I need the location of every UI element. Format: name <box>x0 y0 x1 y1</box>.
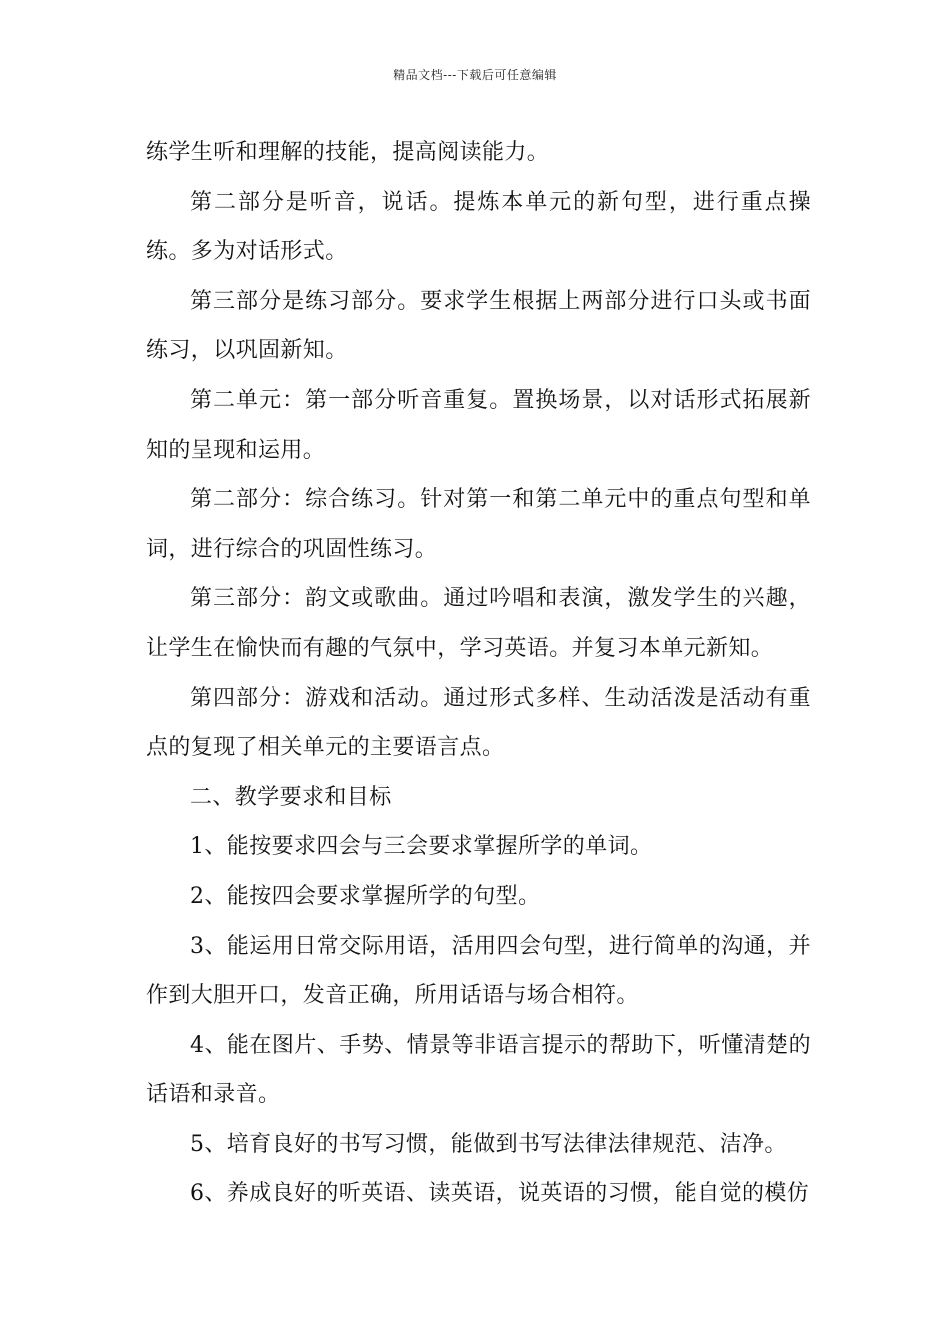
list-item-5: 5、培育良好的书写习惯，能做到书写法律法律规范、洁净。 <box>190 1131 787 1157</box>
paragraph-4: 第二单元：第一部分听音重复。置换场景，以对话形式拓展新知的呈现和运用。 <box>146 387 811 463</box>
list-item-6: 6、养成良好的听英语、读英语，说英语的习惯，能自觉的模仿 <box>190 1181 810 1207</box>
document-body <box>146 128 811 1219</box>
list-item-1: 1、能按要求四会与三会要求掌握所学的单词。 <box>190 834 653 860</box>
paragraph-5: 第二部分：综合练习。针对第一和第二单元中的重点句型和单词，进行综合的巩固性练习。 <box>146 487 811 562</box>
page-header: 精品文档---下载后可任意编辑 <box>393 68 557 82</box>
list-item-2: 2、能按四会要求掌握所学的句型。 <box>190 883 541 909</box>
paragraph-1: 练学生听和理解的技能，提高阅读能力。 <box>146 140 550 165</box>
paragraph-7: 第四部分：游戏和活动。通过形式多样、生动活泼是活动有重点的复现了相关单元的主要语言点。 <box>146 685 811 761</box>
list-item-3: 3、能运用日常交际用语，活用四会句型，进行简单的沟通，并作到大胆开口，发音正确，所用话语与场合相符。 <box>146 933 811 1009</box>
paragraph-3: 第三部分是练习部分。要求学生根据上两部分进行口头或书面练习，以巩固新知。 <box>146 288 811 364</box>
paragraph-6: 第三部分：韵文或歌曲。通过吟唱和表演，激发学生的兴趣，让学生在愉快而有趣的气氛中，学习英语。并复习本单元新知。 <box>146 586 811 661</box>
section-heading: 二、教学要求和目标 <box>190 784 392 810</box>
paragraph-2: 第二部分是听音，说话。提炼本单元的新句型，进行重点操练。多为对话形式。 <box>146 189 811 265</box>
list-item-4: 4、能在图片、手势、情景等非语言提示的帮助下，听懂清楚的话语和录音。 <box>146 1032 811 1108</box>
